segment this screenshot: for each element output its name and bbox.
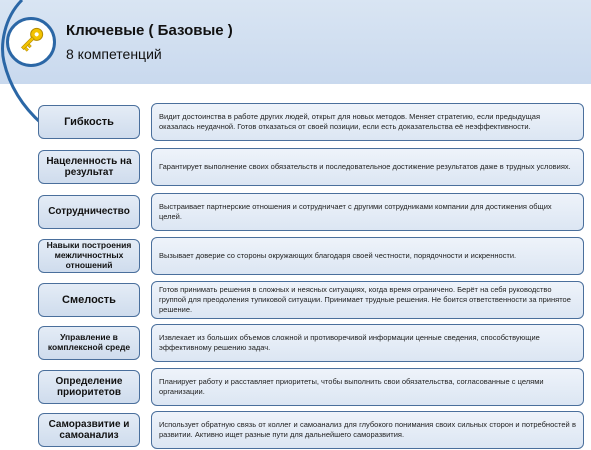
competency-row bbox=[0, 281, 591, 319]
competency-row bbox=[0, 193, 591, 231]
competency-description: Вызывает доверие со стороны окружающих благодаря своей честности, порядочности и искренности. bbox=[159, 250, 517, 260]
competency-row bbox=[0, 324, 591, 362]
key-icon bbox=[15, 24, 47, 61]
page-subtitle: 8 компетенций bbox=[66, 46, 162, 62]
competency-description: Гарантирует выполнение своих обязательств и последовательное достижение результатов даже в трудных условиях. bbox=[159, 161, 571, 171]
competency-label: Навыки построения межличностных отношений bbox=[38, 239, 140, 273]
header-band bbox=[0, 0, 591, 84]
competency-description: Видит достоинства в работе других людей, открыт для новых методов. Меняет стратегию, если предыдущая оказалась неудачной. Готов отказаться от своей позиции, если есть доказательства её неэффективности. bbox=[159, 111, 541, 131]
competency-description-box bbox=[151, 193, 584, 231]
competency-label: Управление в комплексной среде bbox=[38, 326, 140, 360]
page-title: Ключевые ( Базовые ) bbox=[66, 22, 233, 39]
competency-row bbox=[0, 368, 591, 406]
competency-description: Использует обратную связь от коллег и самоанализ для глубокого понимания своих сильных сторон и потребностей в развитии. Активно ищет разные пути для дальнейшего саморазвития. bbox=[159, 419, 576, 439]
competency-description-box bbox=[151, 368, 584, 406]
competency-row bbox=[0, 148, 591, 186]
competency-label: Смелость bbox=[38, 283, 140, 317]
competency-description-box bbox=[151, 411, 584, 449]
competency-label: Саморазвитие и самоанализ bbox=[38, 413, 140, 447]
competency-description: Выстраивает партнерские отношения и сотрудничает с другими сотрудниками компании для достижения общих целей. bbox=[159, 201, 552, 221]
key-badge bbox=[6, 17, 56, 67]
competency-description: Готов принимать решения в сложных и неясных ситуациях, когда время ограничено. Берёт на себя руководство группой для преодоления тупиковой ситуации. Принимает трудные решения. Не боится ответственности за принятое решение. bbox=[159, 284, 571, 315]
competency-label: Нацеленность на результат bbox=[38, 150, 140, 184]
competency-description: Планирует работу и расставляет приоритеты, чтобы выполнить свои обязательства, согласованные с целями организации. bbox=[159, 376, 544, 396]
competency-row bbox=[0, 103, 591, 141]
competency-description: Извлекает из больших объемов сложной и противоречивой информации ценные сведения, способствующие эффективному решению задач. bbox=[159, 332, 540, 352]
competency-label: Гибкость bbox=[38, 105, 140, 139]
competency-description-box bbox=[151, 103, 584, 141]
competency-label: Сотрудничество bbox=[38, 195, 140, 229]
competency-row bbox=[0, 237, 591, 275]
competency-label: Определение приоритетов bbox=[38, 370, 140, 404]
competency-description-box bbox=[151, 324, 584, 362]
competency-description-box bbox=[151, 281, 584, 319]
competency-description-box bbox=[151, 148, 584, 186]
competency-description-box bbox=[151, 237, 584, 275]
competency-row bbox=[0, 411, 591, 449]
